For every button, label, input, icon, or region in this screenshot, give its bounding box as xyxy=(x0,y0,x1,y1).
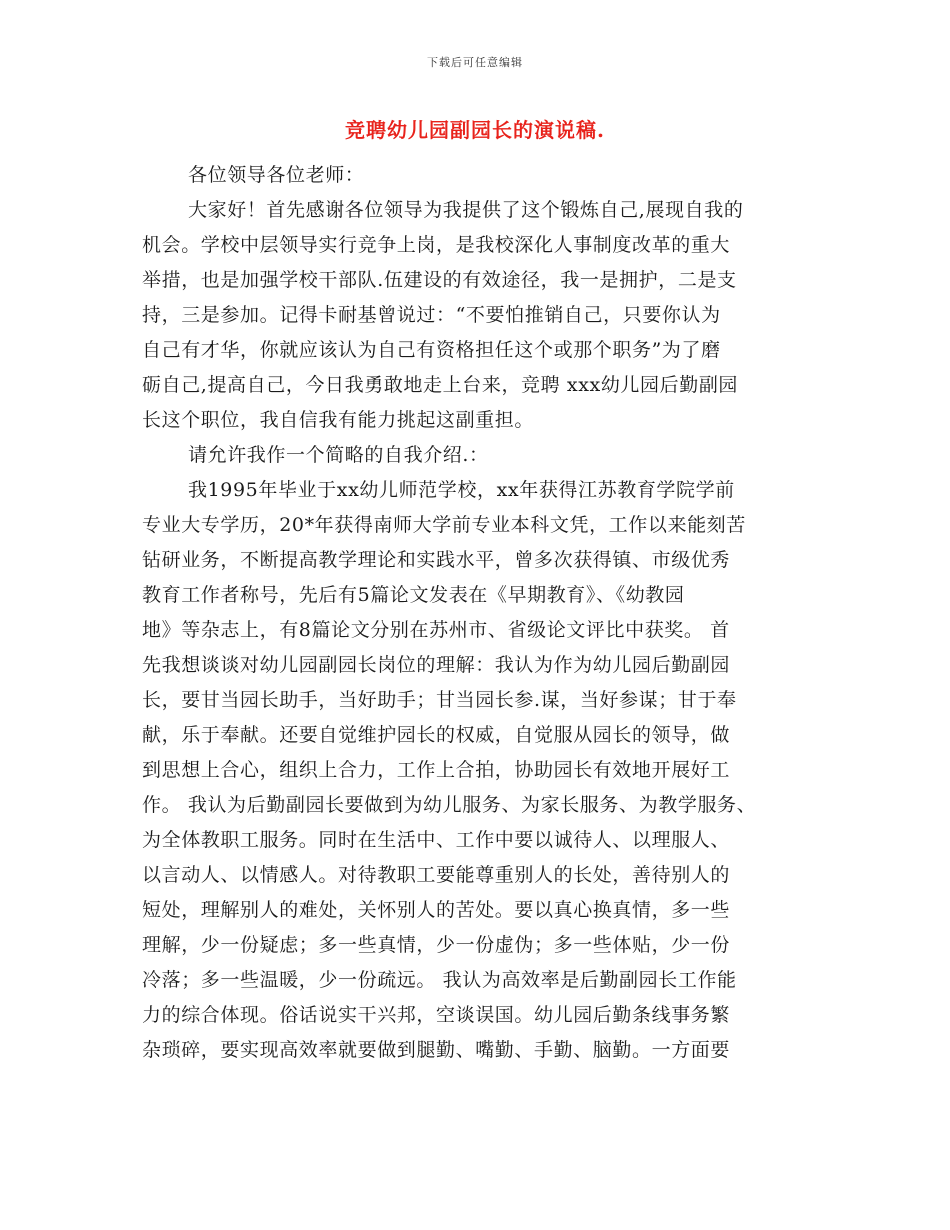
text-line: 钻研业务，不断提高教学理论和实践水平，曾多次获得镇、市级优秀 xyxy=(142,549,731,571)
text-line: 冷落；多一些温暖，少一份疏远。 我认为高效率是后勤副园长工作能 xyxy=(142,969,737,991)
document-title: 竞聘幼儿园副园长的演说稿. xyxy=(345,118,605,142)
download-note: 下载后可任意编辑 xyxy=(427,56,523,69)
text-line: 专业大专学历，20*年获得南师大学前专业本科文凭，工作以来能刻苦 xyxy=(142,514,746,536)
text-line: 到思想上合心，组织上合力，工作上合拍，协助园长有效地开展好工 xyxy=(142,759,731,781)
text-line: 为全体教职工服务。同时在生活中、工作中要以诚待人、以理服人、 xyxy=(142,829,731,851)
text-line: 砺自己,提高自己，今日我勇敢地走上台来，竞聘 xxx幼儿园后勤副园 xyxy=(142,374,739,396)
text-line: 举措，也是加强学校干部队.伍建设的有效途径，我一是拥护，二是支 xyxy=(142,269,737,291)
text-line: 力的综合体现。俗话说实干兴邦，空谈误国。幼儿园后勤条线事务繁 xyxy=(142,1004,731,1026)
text-line: 大家好！首先感谢各位领导为我提供了这个锻炼自己,展现自我的 xyxy=(188,199,744,221)
text-line: 以言动人、以情感人。对待教职工要能尊重别人的长处，善待别人的 xyxy=(142,864,731,886)
text-line: 自己有才华，你就应该认为自己有资格担任这个或那个职务”为了磨 xyxy=(142,339,721,361)
salutation-line: 各位领导各位老师： xyxy=(188,164,365,186)
text-line: 持，三是参加。记得卡耐基曾说过：“不要怕推销自己，只要你认为 xyxy=(142,304,721,326)
text-line: 作。 我认为后勤副园长要做到为幼儿服务、为家长服务、为教学服务、 xyxy=(142,794,757,816)
text-line: 我1995年毕业于xx幼儿师范学校，xx年获得江苏教育学院学前 xyxy=(188,479,735,501)
text-line: 杂琐碎，要实现高效率就要做到腿勤、嘴勤、手勤、脑勤。一方面要 xyxy=(142,1039,731,1061)
text-line: 长，要甘当园长助手，当好助手；甘当园长参.谋，当好参谋；甘于奉 xyxy=(142,689,737,711)
text-line: 理解，少一份疑虑；多一些真情，少一份虚伪；多一些体贴，少一份 xyxy=(142,934,731,956)
text-line: 长这个职位，我自信我有能力挑起这副重担。 xyxy=(142,409,535,431)
text-line: 先我想谈谈对幼儿园副园长岗位的理解：我认为作为幼儿园后勤副园 xyxy=(142,654,731,676)
text-line: 献，乐于奉献。还要自觉维护园长的权威，自觉服从园长的领导，做 xyxy=(142,724,731,746)
document-body xyxy=(142,158,822,1068)
text-line: 请允许我作一个简略的自我介绍.： xyxy=(188,444,489,466)
text-line: 机会。学校中层领导实行竞争上岗，是我校深化人事制度改革的重大 xyxy=(142,234,731,256)
text-line: 地》等杂志上，有8篇论文分别在苏州市、省级论文评比中获奖。 首 xyxy=(142,619,730,641)
text-line: 教育工作者称号，先后有5篇论文发表在《早期教育》、《幼教园 xyxy=(142,584,685,606)
text-line: 短处，理解别人的难处，关怀别人的苦处。要以真心换真情，多一些 xyxy=(142,899,731,921)
